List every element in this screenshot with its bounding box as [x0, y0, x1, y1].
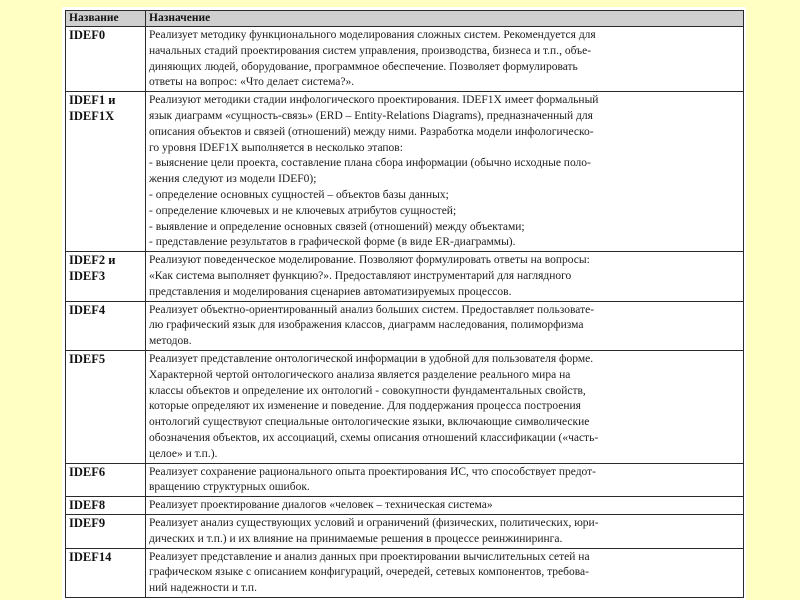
- purpose-text-line: ний надежности и т.п.: [149, 582, 257, 595]
- purpose-text-line: го уровня IDEF1X выполняется в несколько этапов:: [149, 141, 403, 154]
- purpose-text-line: классы объектов и определение их онтологий - совокупности фундаментальных свойств,: [149, 384, 586, 397]
- standard-name-line: IDEF4: [69, 302, 106, 317]
- standard-name-line: IDEF1 и: [69, 93, 116, 108]
- purpose-text-line: которые определяют их изменение и поведение. Для поддержания процесса построения: [149, 400, 581, 413]
- purpose-text-line: ответы на вопрос: «Что делает система?».: [149, 76, 355, 89]
- table-row: [66, 252, 744, 301]
- standard-name-cell: [66, 301, 146, 350]
- purpose-text-line: Реализует анализ существующих условий и ограничений (физических, политических, юри-: [149, 516, 599, 529]
- purpose-text-line: представления и моделирования сценариев автоматизируемых процессов.: [149, 285, 512, 298]
- purpose-text-line: графическом языке с описанием конфигураций, очередей, сетевых компонентов, требова-: [149, 566, 589, 579]
- table-row: [66, 497, 744, 515]
- standard-name-line: IDEF3: [69, 268, 106, 283]
- standard-name-cell: [66, 548, 146, 597]
- purpose-text-line: - определение основных сущностей – объектов базы данных;: [149, 188, 449, 201]
- standard-name-line: IDEF9: [69, 515, 106, 530]
- header-row: [66, 11, 744, 27]
- standard-purpose-cell: [146, 514, 744, 548]
- idef-table: [65, 10, 744, 598]
- standard-name-cell: [66, 463, 146, 497]
- purpose-text-line: - выявление и определение основных связей (отношений) между объектами;: [149, 220, 525, 233]
- standard-purpose-cell: [146, 252, 744, 301]
- purpose-text-line: «Как система выполняет функцию?». Предоставляют инструментарий для наглядного: [149, 269, 572, 282]
- standard-name-line: IDEF2 и: [69, 253, 116, 268]
- purpose-text-line: лю графический язык для изображения классов, диаграмм наследования, полиморфизма: [149, 319, 584, 332]
- column-header-name: Название: [66, 11, 146, 27]
- standard-name-cell: [66, 497, 146, 515]
- table-row: [66, 463, 744, 497]
- purpose-text-line: язык диаграмм «сущность-связь» (ERD – Entity-Relations Diagrams), предназначенный для: [149, 109, 593, 122]
- purpose-text-line: - определение ключевых и не ключевых атрибутов сущностей;: [149, 204, 457, 217]
- table-row: [66, 350, 744, 463]
- standard-name-cell: [66, 514, 146, 548]
- purpose-text-line: дических и т.п.) и их влияние на принимаемые решения в процессе реинжиниринга.: [149, 532, 563, 545]
- standard-purpose-cell: [146, 463, 744, 497]
- purpose-text-line: - представление результатов в графической форме (в виде ER-диаграммы).: [149, 236, 516, 249]
- purpose-text-line: методов.: [149, 335, 192, 348]
- standard-name-line: IDEF5: [69, 351, 106, 366]
- standard-name-cell: [66, 252, 146, 301]
- purpose-text-line: Реализуют поведенческое моделирование. Позволяют формулировать ответы на вопросы:: [149, 254, 590, 267]
- standard-purpose-cell: [146, 27, 744, 92]
- standard-name-cell: [66, 350, 146, 463]
- table-body: [66, 27, 744, 598]
- purpose-text-line: Реализуют методики стадии инфологического проектирования. IDEF1X имеет формальный: [149, 94, 599, 107]
- purpose-text-line: Реализует объектно-ориентированный анализ больших систем. Предоставляет пользовате-: [149, 303, 595, 316]
- standard-name-cell: [66, 27, 146, 92]
- table-row: [66, 548, 744, 597]
- standard-name-line: IDEF14: [69, 549, 112, 564]
- standard-purpose-cell: [146, 548, 744, 597]
- purpose-text-line: вращению структурных ошибок.: [149, 481, 310, 494]
- purpose-text-line: Реализует проектирование диалогов «человек – техническая система»: [149, 499, 493, 512]
- table-row: [66, 27, 744, 92]
- standard-name-cell: [66, 92, 146, 252]
- purpose-text-line: Реализует методику функционального моделирования сложных систем. Рекомендуется для: [149, 29, 596, 41]
- purpose-text-line: - выяснение цели проекта, составление плана сбора информации (обычно исходные поло-: [149, 157, 591, 170]
- document-page: [62, 7, 746, 600]
- standard-name-line: IDEF1X: [69, 108, 115, 123]
- purpose-text-line: Реализует представление и анализ данных при проектировании вычислительных сетей на: [149, 550, 590, 563]
- standard-purpose-cell: [146, 301, 744, 350]
- standard-purpose-cell: [146, 92, 744, 252]
- purpose-text-line: Реализует представление онтологической информации в удобной для пользователя форме.: [149, 352, 594, 365]
- purpose-text-line: описания объектов и связей (отношений) между ними. Разработка модели инфологическо-: [149, 125, 594, 138]
- table-row: [66, 301, 744, 350]
- standard-name-line: IDEF8: [69, 498, 106, 513]
- purpose-text-line: целое» и т.п.).: [149, 447, 218, 460]
- purpose-text-line: Реализует сохранение рационального опыта проектирования ИС, что способствует предот-: [149, 465, 597, 478]
- table-row: [66, 92, 744, 252]
- purpose-text-line: начальных стадий проектирования систем управления, производства, бизнеса и т.п., объе-: [149, 44, 592, 57]
- standard-purpose-cell: [146, 497, 744, 515]
- purpose-text-line: диняющих людей, оборудование, программное обеспечение. Позволяет формулировать: [149, 60, 578, 73]
- purpose-text-line: жения следуют из модели IDEF0);: [149, 173, 317, 186]
- column-header-purpose: Назначение: [146, 11, 744, 27]
- table-row: [66, 514, 744, 548]
- purpose-text-line: Характерной чертой онтологического анализа является разделение реального мира на: [149, 368, 571, 381]
- table-header: [66, 11, 744, 27]
- purpose-text-line: обозначения объектов, их ассоциаций, схемы описания отношений классификации («часть-: [149, 431, 599, 444]
- purpose-text-line: онтологий существуют специальные онтологические языки, включающие символические: [149, 416, 590, 429]
- standard-name-line: IDEF6: [69, 464, 106, 479]
- standard-name-line: IDEF0: [69, 28, 106, 42]
- standard-purpose-cell: [146, 350, 744, 463]
